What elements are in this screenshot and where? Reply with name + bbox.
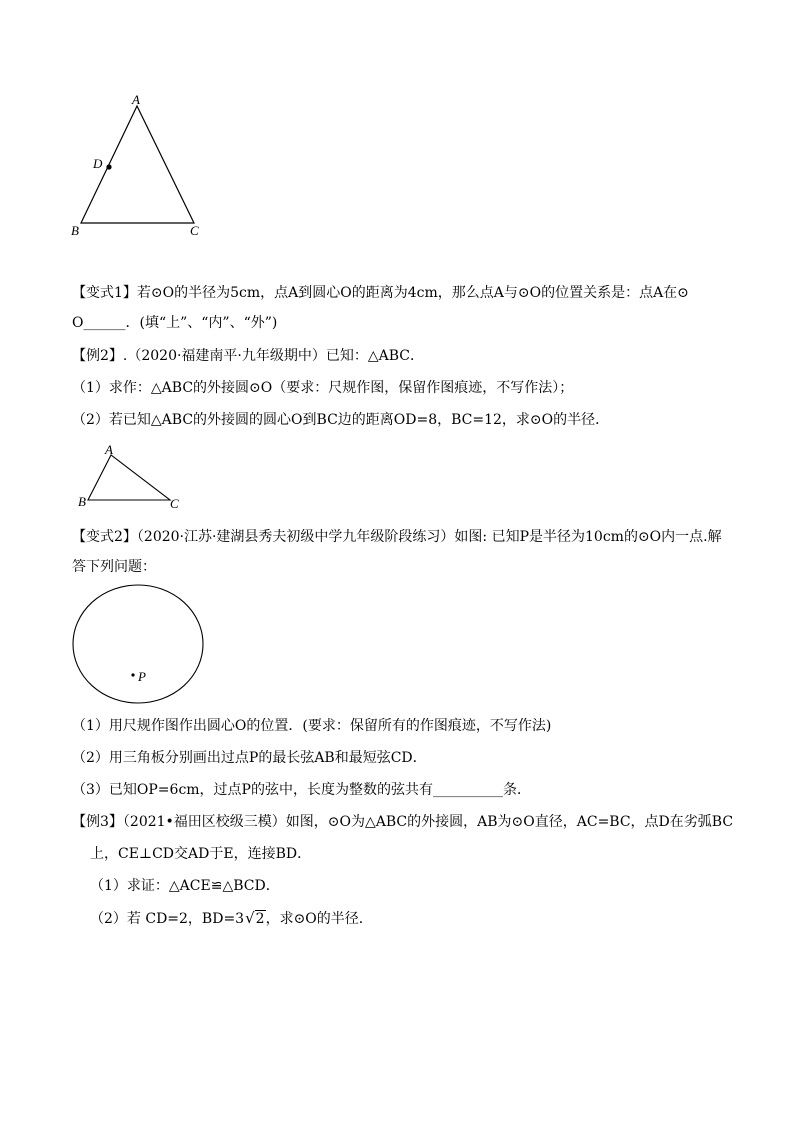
variant2-line2: 答下列问题： — [72, 559, 156, 575]
example3-line1: 【例3】（2021•福田区校级三模）如图，⊙O为△ABC的外接圆，AB为⊙O直径，AC=BC，点D在劣弧BC — [72, 814, 734, 830]
label-c: C — [190, 223, 199, 238]
variant1-line2: O______．(填“上”、“内”、“外”) — [72, 315, 278, 331]
variant2-line1: 【变式2】（2020·江苏·建湖县秀夫初级中学九年级阶段练习）如图: 已知P是半径为10cm的⊙O内一点.解 — [72, 529, 722, 545]
example2-question2: （2）若已知△ABC的外接圆的圆心O到BC边的距离OD=8，BC=12，求⊙O的半径． — [72, 412, 610, 428]
example2-question1: （1）求作：△ABC的外接圆⊙O（要求：尺规作图，保留作图痕迹，不写作法）； — [72, 380, 574, 396]
sqrt-radical — [245, 908, 265, 929]
label-p: P — [138, 669, 146, 684]
triangle-abc-figure — [60, 92, 220, 242]
label-a: A — [105, 442, 113, 457]
example3-question1: （1）求证：△ACE≌△BCD． — [90, 878, 280, 894]
point-p — [131, 673, 134, 676]
label-c: C — [170, 496, 179, 511]
variant2-question3: （3）已知OP=6cm，过点P的弦中，长度为整数的弦共有__________条． — [72, 782, 531, 798]
label-b: B — [78, 494, 86, 509]
label-d: D — [93, 156, 103, 171]
small-triangle-abc — [88, 455, 170, 500]
circle-figure — [70, 584, 210, 706]
small-triangle-figure — [72, 440, 192, 512]
circle-o — [73, 585, 203, 703]
variant2-question2: （2）用三角板分别画出过点P的最长弦AB和最短弦CD． — [72, 750, 427, 766]
example3-line2: 上，CE⊥CD交AD于E，连接BD． — [90, 846, 312, 862]
label-a: A — [132, 92, 140, 107]
radical-sign-icon: √ — [245, 909, 255, 927]
label-b: B — [71, 223, 79, 238]
point-d — [106, 164, 111, 169]
example2-title: 【例2】.（2020·福建南平·九年级期中）已知：△ABC． — [72, 348, 425, 364]
example3-question2-prefix: （2）若 CD=2，BD=3 — [90, 911, 245, 927]
variant1-line1: 【变式1】若⊙O的半径为5cm，点A到圆心O的距离为4cm，那么点A与⊙O的位置关系是：点A在⊙ — [72, 285, 689, 301]
example3-question2-suffix: ，求⊙O的半径． — [265, 911, 373, 927]
variant2-question1: （1）用尺规作图作出圆心O的位置．(要求：保留所有的作图痕迹，不写作法) — [72, 718, 552, 734]
example3-question2 — [90, 908, 373, 929]
radicand: 2 — [255, 911, 265, 927]
